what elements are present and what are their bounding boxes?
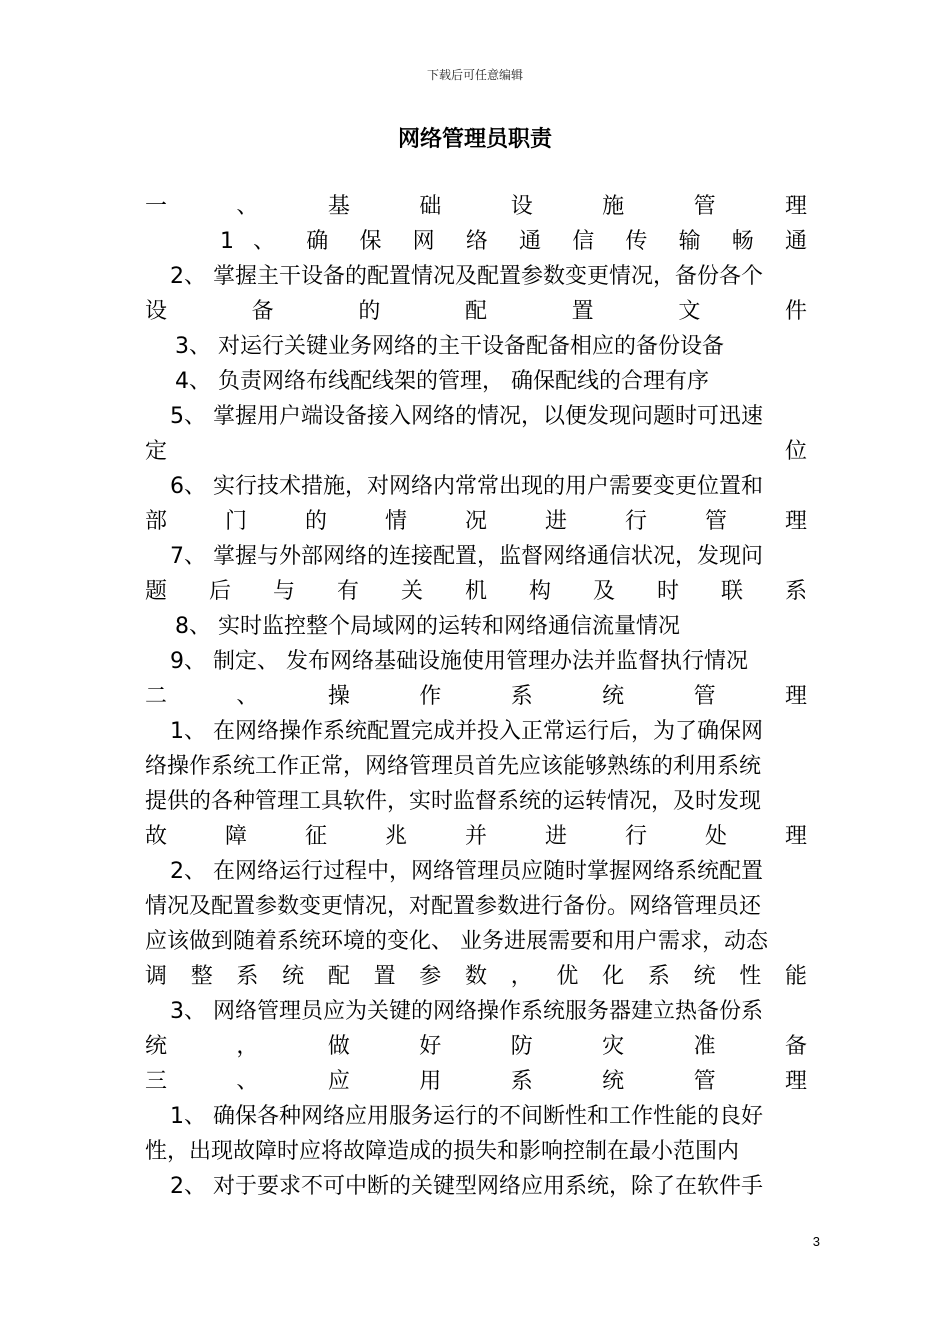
body-line: 一 、 基 础 设 施 管 理 [145,194,807,219]
body-line: 情况及配置参数变更情况，对配置参数进行备份。网络管理员还 [145,894,762,919]
body-line: 定 位 [145,439,807,464]
body-line: 故 障 征 兆 并 进 行 处 理 [145,824,807,849]
body-line: 2、 掌握主干设备的配置情况及配置参数变更情况，备份各个 [170,264,763,289]
body-line: 5、 掌握用户端设备接入网络的情况，以便发现问题时可迅速 [170,404,763,429]
body-line: 性，出现故障时应将故障造成的损失和影响控制在最小范围内 [145,1139,740,1164]
body-line: 2、 在网络运行过程中，网络管理员应随时掌握网络系统配置 [170,859,763,884]
body-line: 提供的各种管理工具软件，实时监督系统的运转情况，及时发现 [145,789,762,814]
body-line: 络操作系统工作正常，网络管理员首先应该能够熟练的利用系统 [145,754,762,779]
body-line: 2、 对于要求不可中断的关键型网络应用系统，除了在软件手 [170,1174,763,1199]
body-line: 应该做到随着系统环境的变化、 业务进展需要和用户需求，动态 [145,929,768,954]
body-line: 二 、 操 作 系 统 管 理 [145,684,807,709]
header-note: 下载后可任意编辑 [426,68,523,82]
body-text [145,189,807,1204]
body-line: 1 、 确 保 网 络 通 信 传 输 畅 通 [220,229,807,254]
body-line: 8、 实时监控整个局域网的运转和网络通信流量情况 [175,614,680,639]
body-line: 6、 实行技术措施，对网络内常常出现的用户需要变更位置和 [170,474,763,499]
page-number: 3 [812,1234,820,1249]
body-line: 部 门 的 情 况 进 行 管 理 [145,509,807,534]
body-line: 4、 负责网络布线配线架的管理， 确保配线的合理有序 [175,369,709,394]
body-line: 统 ， 做 好 防 灾 准 备 [145,1034,807,1059]
body-line: 题 后 与 有 关 机 构 及 时 联 系 [145,579,807,604]
body-line: 1、 确保各种网络应用服务运行的不间断性和工作性能的良好 [170,1104,763,1129]
body-line: 三 、 应 用 系 统 管 理 [145,1069,807,1094]
document-title: 网络管理员职责 [397,127,552,152]
body-line: 3、 网络管理员应为关键的网络操作系统服务器建立热备份系 [170,999,763,1024]
body-line: 3、 对运行关键业务网络的主干设备配备相应的备份设备 [175,334,724,359]
body-line: 设 备 的 配 置 文 件 [145,299,807,324]
body-line: 7、 掌握与外部网络的连接配置，监督网络通信状况，发现问 [170,544,763,569]
body-line: 1、 在网络操作系统配置完成并投入正常运行后，为了确保网 [170,719,763,744]
body-line: 调 整 系 统 配 置 参 数 ， 优 化 系 统 性 能 [145,964,807,989]
body-line: 9、 制定、 发布网络基础设施使用管理办法并监督执行情况 [170,649,748,674]
